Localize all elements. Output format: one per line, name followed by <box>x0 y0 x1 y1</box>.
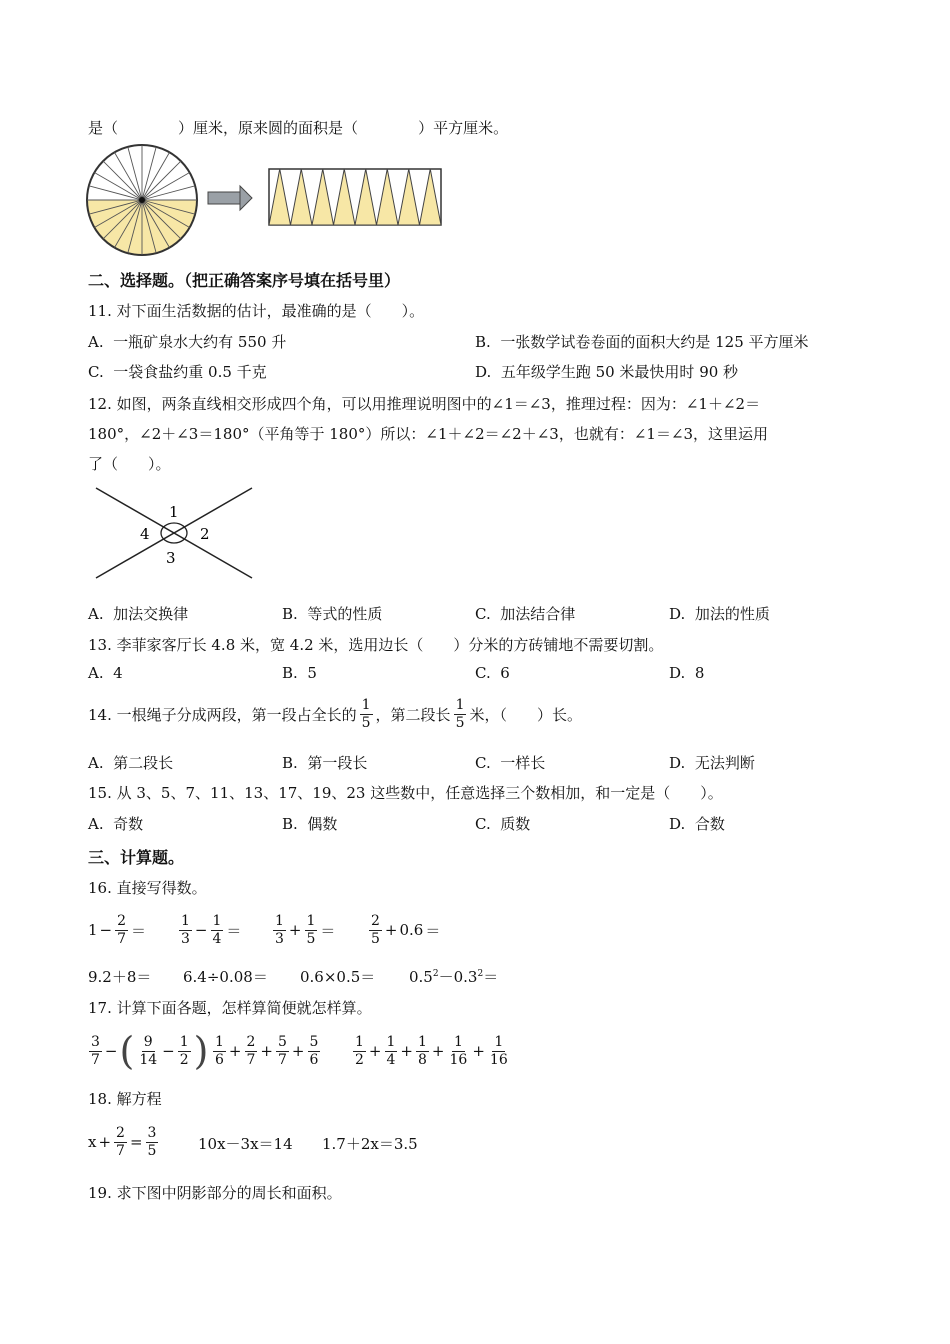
option-b[interactable]: B. 第一段长 <box>282 754 368 772</box>
option-d[interactable]: D. 加法的性质 <box>669 605 770 623</box>
fraction: $\frac{3}{7}$ <box>91 1034 100 1068</box>
arrow-icon <box>208 186 252 210</box>
option-a[interactable]: A. 4 <box>88 664 123 682</box>
answer-blank[interactable] <box>358 119 418 137</box>
expression: $\frac{2}{5}$ + 0.6 ＝ <box>371 913 441 947</box>
expression: $\frac{1}{2}$ + $\frac{1}{4}$ + $\frac{1}{8}$ + $\frac{1}{16}$ + $\frac{1}{16}$ <box>355 1034 508 1068</box>
option-d[interactable]: D. 五年级学生跑 50 米最快用时 90 秒 <box>475 363 739 381</box>
expression: 6.4÷0.08＝ <box>183 968 268 986</box>
fraction: $\frac{1}{8}$ <box>418 1034 427 1068</box>
expression: $\frac{3}{7}$ − ( $\frac{9}{14}$ − $\frac{1}{2}$ ) <box>91 1029 209 1073</box>
question-19: 19. 求下图中阴影部分的周长和面积。 <box>88 1184 342 1202</box>
answer-blank[interactable] <box>118 119 178 137</box>
fraction: $\frac{3}{5}$ <box>147 1125 157 1159</box>
question-12-line1: 12. 如图，两条直线相交形成四个角，可以用推理说明图中的∠1＝∠3，推理过程：因为：∠1＋∠2＝ <box>88 395 761 413</box>
option-d[interactable]: D. 合数 <box>669 815 725 833</box>
question-13: 13. 李菲家客厅长 4.8 米，宽 4.2 米，选用边长（ ）分米的方砖铺地不需要切割。 <box>88 636 664 654</box>
fraction: $\frac{1}{6}$ <box>215 1034 224 1068</box>
fraction: $\frac{2}{7}$ <box>117 913 127 947</box>
angle-4-label: 4 <box>140 525 150 543</box>
option-c[interactable]: C. 一样长 <box>475 754 546 772</box>
equation: 1.7＋2x＝3.5 <box>322 1135 418 1153</box>
fraction: $\frac{1}{5}$ <box>455 697 465 731</box>
fraction: $\frac{1}{4}$ <box>386 1034 396 1068</box>
fraction: $\frac{9}{14}$ <box>139 1034 158 1068</box>
sector-circle <box>87 145 197 255</box>
fraction: $\frac{2}{5}$ <box>371 913 380 947</box>
option-b[interactable]: B. 等式的性质 <box>282 605 383 623</box>
q10-tail: 是（ ）厘米，原来圆的面积是（ ）平方厘米。 <box>88 119 509 137</box>
option-c[interactable]: C. 质数 <box>475 815 531 833</box>
fraction: $\frac{1}{5}$ <box>306 913 316 947</box>
fraction: $\frac{1}{2}$ <box>179 1034 189 1068</box>
fraction: $\frac{1}{4}$ <box>212 913 222 947</box>
option-a[interactable]: A. 一瓶矿泉水大约有 550 升 <box>88 333 287 351</box>
question-18: 18. 解方程 <box>88 1090 162 1108</box>
expression: $\frac{1}{6}$ + $\frac{2}{7}$ + $\frac{5}{7}$ + $\frac{5}{6}$ <box>215 1034 319 1068</box>
question-17: 17. 计算下面各题，怎样算简便就怎样算。 <box>88 999 372 1017</box>
option-b[interactable]: B. 偶数 <box>282 815 338 833</box>
fraction: $\frac{1}{16}$ <box>449 1034 468 1068</box>
question-14: 14. 一根绳子分成两段，第一段占全长的 $\frac{1}{5}$ ，第二段长 $\frac{1}{5}$ 米，（ ）长。 <box>88 697 582 731</box>
option-d[interactable]: D. 8 <box>669 664 705 682</box>
option-c[interactable]: C. 一袋食盐约重 0.5 千克 <box>88 363 267 381</box>
fraction: $\frac{2}{7}$ <box>246 1034 256 1068</box>
fraction: $\frac{1}{2}$ <box>355 1034 364 1068</box>
option-c[interactable]: C. 6 <box>475 664 510 682</box>
fraction: $\frac{1}{3}$ <box>181 913 190 947</box>
equation: 10x－3x＝14 <box>198 1135 293 1153</box>
expression: $\frac{1}{3}$ − $\frac{1}{4}$ ＝ <box>181 913 242 947</box>
question-11: 11. 对下面生活数据的估计，最准确的是（ ）。 <box>88 302 425 320</box>
question-16: 16. 直接写得数。 <box>88 879 207 897</box>
option-a[interactable]: A. 加法交换律 <box>88 605 189 623</box>
fraction: $\frac{2}{7}$ <box>116 1125 125 1159</box>
expression: 1 − $\frac{2}{7}$ ＝ <box>88 913 147 947</box>
circle-rearrange-figure <box>84 140 454 260</box>
fraction: $\frac{1}{16}$ <box>489 1034 508 1068</box>
option-c[interactable]: C. 加法结合律 <box>475 605 576 623</box>
angle-2-label: 2 <box>200 525 210 543</box>
option-b[interactable]: B. 5 <box>282 664 317 682</box>
fraction: $\frac{1}{3}$ <box>275 913 284 947</box>
option-b[interactable]: B. 一张数学试卷卷面的面积大约是 125 平方厘米 <box>475 333 809 351</box>
expression: 0.6×0.5＝ <box>300 968 376 986</box>
fraction: $\frac{5}{6}$ <box>309 1034 319 1068</box>
angle-3-label: 3 <box>166 549 176 567</box>
expression: 9.2＋8＝ <box>88 968 152 986</box>
expression: $0.5^2-0.3^2=$ <box>409 968 499 986</box>
question-15: 15. 从 3、5、7、11、13、17、19、23 这些数中，任意选择三个数相加，和一定是（ ）。 <box>88 784 723 802</box>
expression: $\frac{1}{3}$ + $\frac{1}{5}$ ＝ <box>275 913 336 947</box>
fraction: $\frac{5}{7}$ <box>278 1034 287 1068</box>
question-12-line3: 了（ ）。 <box>88 455 171 473</box>
option-d[interactable]: D. 无法判断 <box>669 754 755 772</box>
section-title: 三、计算题。 <box>88 848 185 867</box>
question-12-line2: 180°，∠2＋∠3＝180°（平角等于 180°）所以：∠1＋∠2＝∠2＋∠3，也就有：∠1＝∠3，这里运用 <box>88 425 769 443</box>
intersecting-lines-figure <box>90 480 260 585</box>
rearranged-rectangle <box>269 169 441 225</box>
angle-1-label: 1 <box>169 503 179 521</box>
fraction: $\frac{1}{5}$ <box>361 697 371 731</box>
section-title: 二、选择题。（把正确答案序号填在括号里） <box>88 271 401 290</box>
equation: x + $\frac{2}{7}$ = $\frac{3}{5}$ <box>88 1125 157 1159</box>
option-a[interactable]: A. 奇数 <box>88 815 144 833</box>
option-a[interactable]: A. 第二段长 <box>88 754 174 772</box>
